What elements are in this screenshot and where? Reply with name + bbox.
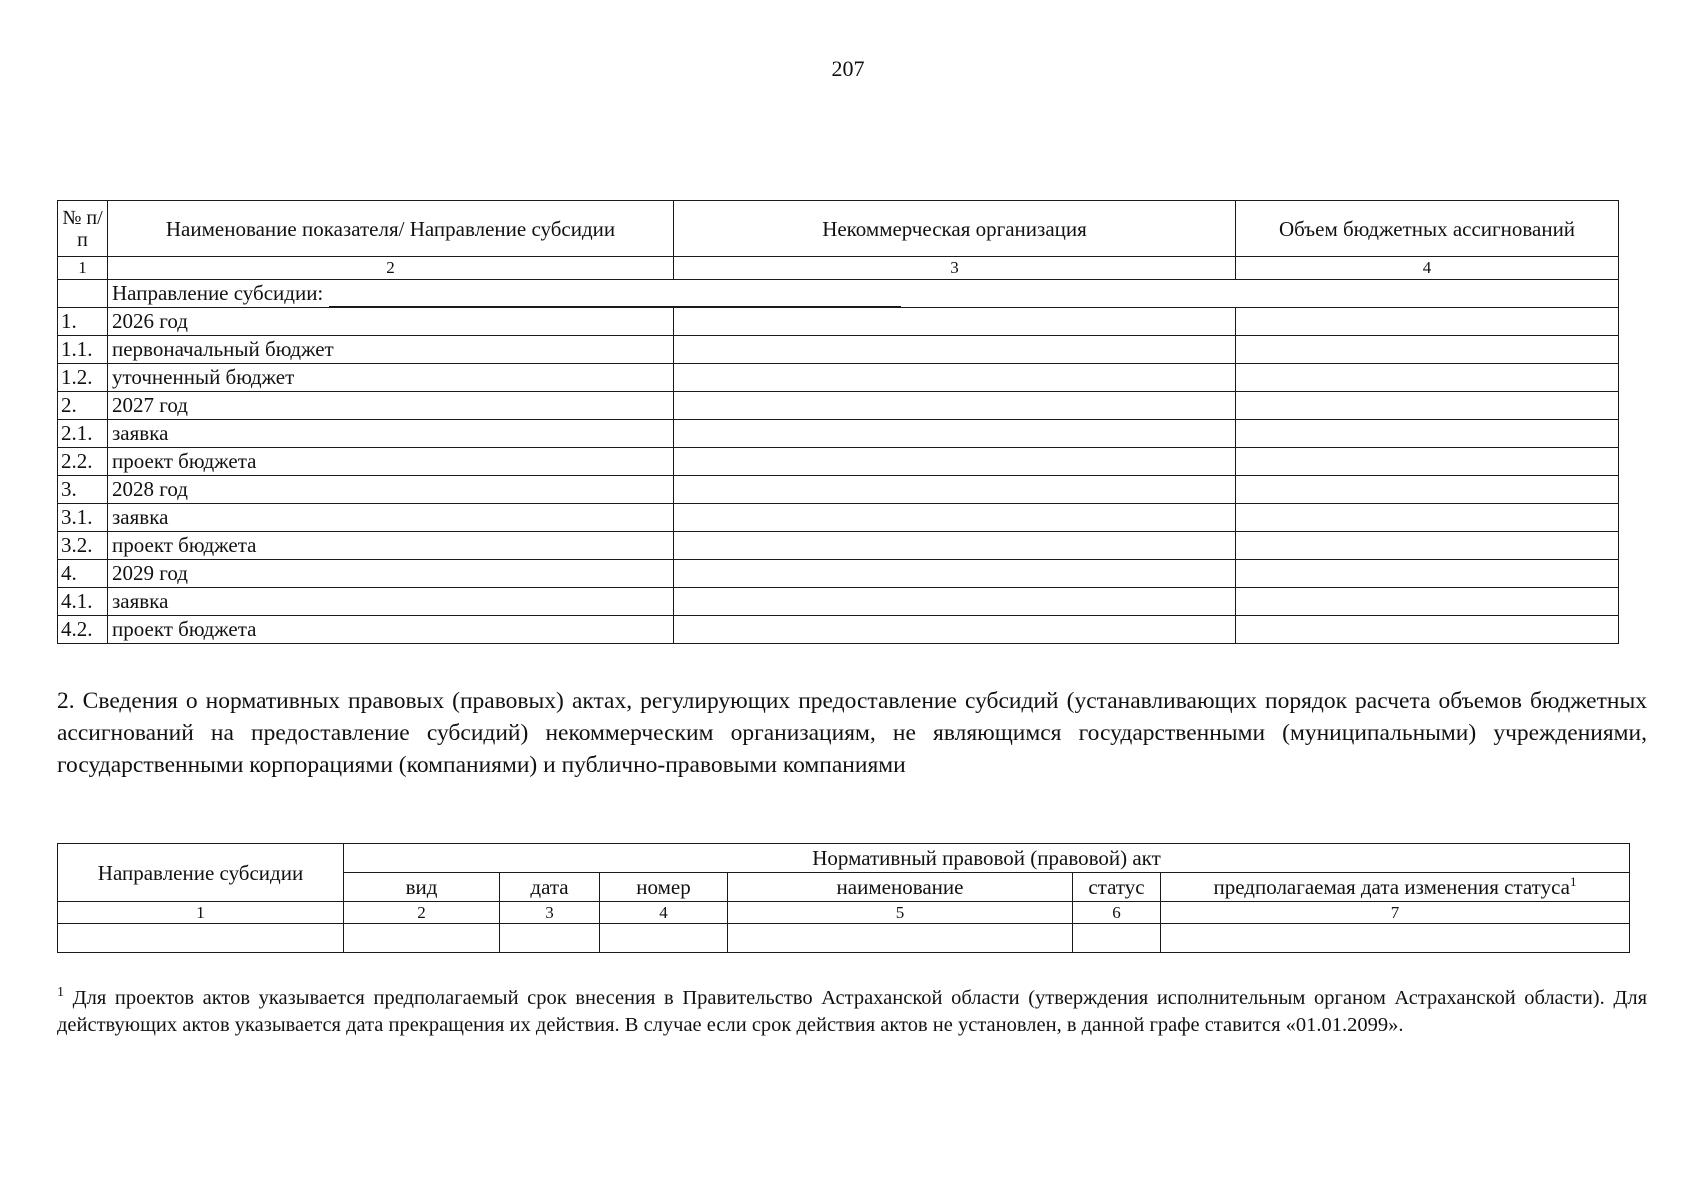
section-2-heading: 2. Сведения о нормативных правовых (правовых) актах, регулирующих предоставление субсидий (устанавливающих порядок расчета объемов бюджетных ассигнований на предоставление субсидий) некоммерческим организациям, не являющимся государственными (муниципальными) учреждениями, государственными корпорациями (компаниями) и публично-правовыми компаниями <box>57 688 1647 778</box>
organization-cell <box>674 336 1236 364</box>
row-name: проект бюджета <box>108 616 674 644</box>
budget-volume-cell <box>1236 588 1619 616</box>
row-name: 2027 год <box>108 392 674 420</box>
header-organization: Некоммерческая организация <box>674 201 1236 257</box>
column-index: 4 <box>1236 257 1619 280</box>
header-indicator-name: Наименование показателя/ Направление субсидии <box>108 201 674 257</box>
direction-label: Направление субсидии: <box>112 281 324 305</box>
table-row <box>58 588 1619 616</box>
column-index: 5 <box>728 902 1073 924</box>
table-row <box>58 532 1619 560</box>
header-budget-volume: Объем бюджетных ассигнований <box>1236 201 1619 257</box>
footnote-text: Для проектов актов указывается предполагаемый срок внесения в Правительство Астраханской области (утверждения исполнительным органом Астраханской области). Для действующих актов указывается дата прекращения их действия. В случае если срок действия актов не установлен, в данной графе ставится «01.01.2099». <box>57 987 1648 1036</box>
status-change-date-label: предполагаемая дата изменения статуса <box>1213 875 1570 899</box>
row-number: 4.1. <box>58 588 108 616</box>
column-index: 3 <box>500 902 600 924</box>
budget-volume-cell <box>1236 420 1619 448</box>
row-number: 3. <box>58 476 108 504</box>
row-number: 2.1. <box>58 420 108 448</box>
budget-volume-cell <box>1236 560 1619 588</box>
header-legal-act: Нормативный правовой (правовой) акт <box>344 844 1630 873</box>
budget-volume-cell <box>1236 392 1619 420</box>
organization-cell <box>674 364 1236 392</box>
row-name: 2028 год <box>108 476 674 504</box>
budget-volume-cell <box>1236 504 1619 532</box>
header-act-type: вид <box>344 873 500 902</box>
row-number: 2. <box>58 392 108 420</box>
row-name: заявка <box>108 504 674 532</box>
row-name: 2029 год <box>108 560 674 588</box>
empty-cell <box>500 924 600 953</box>
page-number: 207 <box>831 56 865 81</box>
empty-cell <box>58 924 344 953</box>
row-number: 2.2. <box>58 448 108 476</box>
row-name: первоначальный бюджет <box>108 336 674 364</box>
empty-cell <box>1161 924 1630 953</box>
row-number: 3.1. <box>58 504 108 532</box>
footnote-mark: 1 <box>1569 874 1577 889</box>
header-act-status: статус <box>1073 873 1161 902</box>
row-name: проект бюджета <box>108 532 674 560</box>
organization-cell <box>674 504 1236 532</box>
column-index: 7 <box>1161 902 1630 924</box>
table-row <box>58 560 1619 588</box>
organization-cell <box>674 448 1236 476</box>
row-number: 1.2. <box>58 364 108 392</box>
column-index: 2 <box>344 902 500 924</box>
table-header-row <box>58 201 1619 257</box>
organization-cell <box>674 588 1236 616</box>
table-header-row <box>58 844 1630 873</box>
table-row <box>58 392 1619 420</box>
direction-row <box>58 280 1619 308</box>
column-index: 2 <box>108 257 674 280</box>
column-index: 1 <box>58 902 344 924</box>
budget-volume-cell <box>1236 476 1619 504</box>
budget-volume-cell <box>1236 448 1619 476</box>
direction-number-cell <box>58 280 108 308</box>
row-number: 4. <box>58 560 108 588</box>
header-status-change-date <box>1161 873 1630 902</box>
organization-cell <box>674 616 1236 644</box>
header-direction: Направление субсидии <box>58 844 344 902</box>
table-row <box>58 364 1619 392</box>
budget-volume-cell <box>1236 616 1619 644</box>
table-row <box>58 448 1619 476</box>
empty-cell <box>344 924 500 953</box>
organization-cell <box>674 476 1236 504</box>
empty-cell <box>728 924 1073 953</box>
table-row <box>58 504 1619 532</box>
table-row <box>58 476 1619 504</box>
table-row <box>58 616 1619 644</box>
organization-cell <box>674 308 1236 336</box>
column-index: 6 <box>1073 902 1161 924</box>
column-index: 1 <box>58 257 108 280</box>
subsidy-indicators-table <box>57 200 1619 644</box>
direction-cell <box>108 280 1619 308</box>
column-index: 3 <box>674 257 1236 280</box>
budget-volume-cell <box>1236 532 1619 560</box>
column-index: 4 <box>600 902 728 924</box>
table-row <box>58 308 1619 336</box>
budget-volume-cell <box>1236 336 1619 364</box>
legal-acts-table <box>57 843 1630 953</box>
header-act-title: наименование <box>728 873 1073 902</box>
organization-cell <box>674 392 1236 420</box>
organization-cell <box>674 560 1236 588</box>
row-name: 2026 год <box>108 308 674 336</box>
header-act-number: номер <box>600 873 728 902</box>
row-name: заявка <box>108 588 674 616</box>
header-number: № п/п <box>58 201 108 257</box>
row-name: заявка <box>108 420 674 448</box>
row-name: уточненный бюджет <box>108 364 674 392</box>
row-number: 1. <box>58 308 108 336</box>
column-index-row <box>58 902 1630 924</box>
row-number: 1.1. <box>58 336 108 364</box>
budget-volume-cell <box>1236 364 1619 392</box>
row-number: 3.2. <box>58 532 108 560</box>
empty-cell <box>600 924 728 953</box>
footnote-number: 1 <box>57 985 64 1001</box>
fill-in-line <box>329 286 901 307</box>
row-name: проект бюджета <box>108 448 674 476</box>
header-act-date: дата <box>500 873 600 902</box>
row-number: 4.2. <box>58 616 108 644</box>
table-row <box>58 336 1619 364</box>
footnote <box>57 985 1647 1039</box>
budget-volume-cell <box>1236 308 1619 336</box>
organization-cell <box>674 420 1236 448</box>
organization-cell <box>674 532 1236 560</box>
column-index-row <box>58 257 1619 280</box>
empty-cell <box>1073 924 1161 953</box>
table-row <box>58 420 1619 448</box>
table-row <box>58 924 1630 953</box>
